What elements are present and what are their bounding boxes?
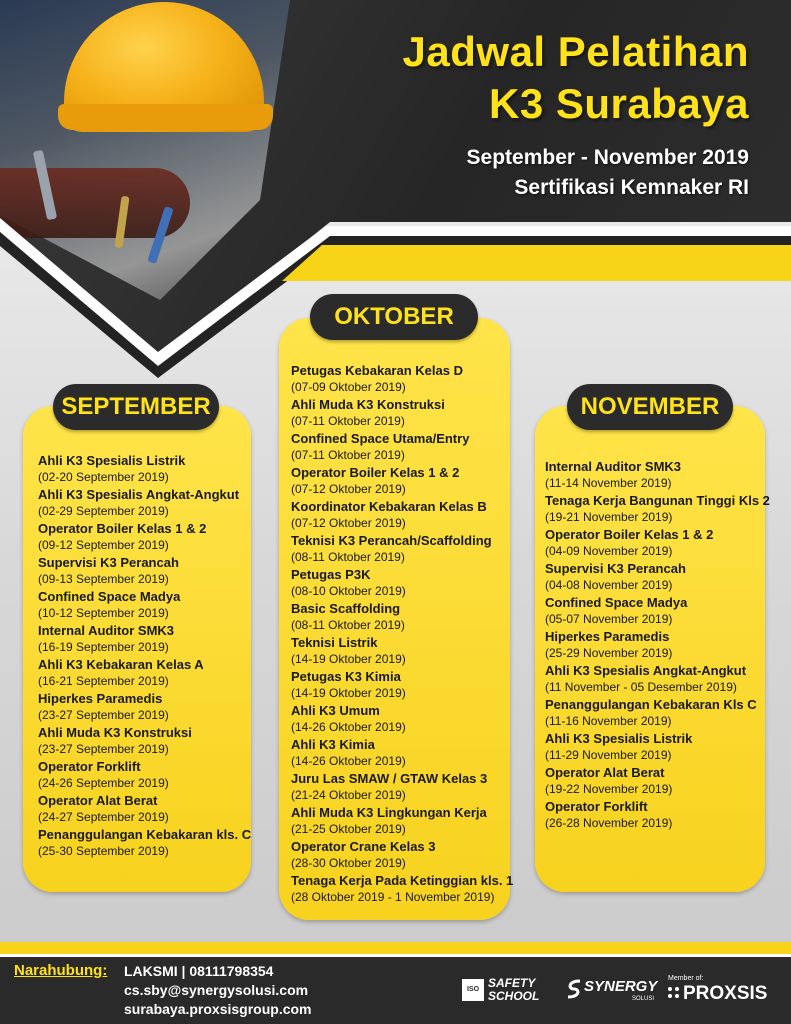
course-name: Koordinator Kebakaran Kelas B (291, 499, 487, 514)
course-name: Confined Space Utama/Entry (291, 431, 470, 446)
course-date: (07-11 Oktober 2019) (291, 448, 405, 462)
course-date: (05-07 November 2019) (545, 612, 673, 626)
schedule-item (38, 554, 251, 588)
subtitle-period: September - November 2019 (466, 146, 749, 169)
schedule-item (291, 362, 513, 396)
header-yellow-bar (282, 245, 791, 281)
schedule-item (545, 696, 770, 730)
course-name: Petugas Kebakaran Kelas D (291, 363, 463, 378)
course-date: (04-08 November 2019) (545, 578, 673, 592)
course-date: (23-27 September 2019) (38, 708, 169, 722)
schedule-item (545, 492, 770, 526)
contact-website: surabaya.proxsisgroup.com (124, 1001, 312, 1017)
course-name: Operator Boiler Kelas 1 & 2 (291, 465, 460, 480)
course-date: (23-27 September 2019) (38, 742, 169, 756)
subtitle-certification: Sertifikasi Kemnaker RI (514, 176, 749, 199)
course-name: Supervisi K3 Perancah (38, 555, 179, 570)
course-name: Tenaga Kerja Bangunan Tinggi Kls 2 (545, 493, 770, 508)
schedule-item (38, 656, 251, 690)
course-name: Teknisi K3 Perancah/Scaffolding (291, 533, 492, 548)
safety-school-bottom: SCHOOL (488, 989, 540, 1003)
course-date: (02-20 September 2019) (38, 470, 169, 484)
course-name: Hiperkes Paramedis (545, 629, 670, 644)
course-name: Confined Space Madya (545, 595, 688, 610)
course-date: (07-12 Oktober 2019) (291, 482, 406, 496)
schedule-item (291, 464, 513, 498)
september-list (38, 452, 251, 860)
course-date: (14-26 Oktober 2019) (291, 720, 406, 734)
schedule-item (545, 730, 770, 764)
contact-label: Narahubung: (14, 962, 108, 979)
course-date: (07-09 Oktober 2019) (291, 380, 406, 394)
proxsis-member-label: Member of: (668, 975, 704, 982)
schedule-item (545, 764, 770, 798)
course-name: Supervisi K3 Perancah (545, 561, 686, 576)
course-name: Ahli Muda K3 Konstruksi (38, 725, 192, 740)
course-date: (16-19 September 2019) (38, 640, 169, 654)
footer-yellow-line (0, 942, 791, 954)
course-date: (02-29 September 2019) (38, 504, 169, 518)
course-name: Penanggulangan Kebakaran Kls C (545, 697, 757, 712)
course-name: Confined Space Madya (38, 589, 181, 604)
course-date: (28 Oktober 2019 - 1 November 2019) (291, 890, 495, 904)
course-name: Petugas K3 Kimia (291, 669, 401, 684)
schedule-item (291, 872, 513, 906)
synergy-wordmark: SYNERGY (584, 978, 658, 995)
course-date: (07-12 Oktober 2019) (291, 516, 406, 530)
course-name: Ahli K3 Spesialis Listrik (38, 453, 186, 468)
safety-school-top: SAFETY (488, 976, 536, 990)
schedule-item (291, 804, 513, 838)
course-date: (25-30 September 2019) (38, 844, 169, 858)
course-date: (19-21 November 2019) (545, 510, 673, 524)
course-name: Ahli K3 Kimia (291, 737, 375, 752)
course-name: Internal Auditor SMK3 (545, 459, 682, 474)
schedule-item (38, 452, 251, 486)
course-name: Operator Boiler Kelas 1 & 2 (38, 521, 207, 536)
course-date: (11-16 November 2019) (545, 714, 672, 728)
course-name: Internal Auditor SMK3 (38, 623, 175, 638)
hard-hat-brim (58, 104, 273, 130)
course-date: (07-11 Oktober 2019) (291, 414, 405, 428)
course-date: (14-19 Oktober 2019) (291, 686, 406, 700)
schedule-item (38, 792, 251, 826)
course-date: (11-29 November 2019) (545, 748, 672, 762)
course-name: Tenaga Kerja Pada Ketinggian kls. 1 (291, 873, 514, 888)
schedule-item (38, 758, 251, 792)
course-name: Juru Las SMAW / GTAW Kelas 3 (291, 771, 488, 786)
schedule-item (291, 396, 513, 430)
course-date: (21-25 Oktober 2019) (291, 822, 406, 836)
schedule-item (291, 668, 513, 702)
schedule-item (38, 588, 251, 622)
course-name: Operator Forklift (38, 759, 141, 774)
course-name: Teknisi Listrik (291, 635, 378, 650)
course-date: (28-30 Oktober 2019) (291, 856, 406, 870)
course-name: Ahli K3 Spesialis Angkat-Angkut (545, 663, 747, 678)
proxsis-dots-icon (668, 987, 680, 999)
course-name: Ahli K3 Spesialis Listrik (545, 731, 693, 746)
course-name: Ahli Muda K3 Konstruksi (291, 397, 445, 412)
course-date: (19-22 November 2019) (545, 782, 673, 796)
schedule-item (291, 600, 513, 634)
schedule-item (38, 520, 251, 554)
course-name: Hiperkes Paramedis (38, 691, 163, 706)
schedule-item (291, 430, 513, 464)
course-date: (21-24 Oktober 2019) (291, 788, 406, 802)
schedule-item (545, 662, 770, 696)
schedule-item (291, 838, 513, 872)
schedule-item (38, 690, 251, 724)
course-name: Basic Scaffolding (291, 601, 401, 616)
iso-badge-icon: ISO (462, 979, 484, 1001)
schedule-item (291, 498, 513, 532)
schedule-item (545, 458, 770, 492)
course-name: Operator Alat Berat (38, 793, 158, 808)
synergy-subtext: SOLUSI (632, 996, 655, 1002)
course-date: (11 November - 05 Desember 2019) (545, 680, 737, 694)
november-heading: NOVEMBER (567, 384, 733, 430)
course-name: Operator Boiler Kelas 1 & 2 (545, 527, 714, 542)
schedule-item (38, 486, 251, 520)
schedule-item (38, 622, 251, 656)
contact-email: cs.sby@synergysolusi.com (124, 982, 309, 998)
schedule-item (545, 628, 770, 662)
course-date: (04-09 November 2019) (545, 544, 673, 558)
proxsis-wordmark: PROXSIS (683, 983, 768, 1004)
schedule-item (545, 594, 770, 628)
course-date: (10-12 September 2019) (38, 606, 169, 620)
november-list (545, 458, 770, 832)
course-date: (14-26 Oktober 2019) (291, 754, 406, 768)
contact-name-phone: LAKSMI | 08111798354 (124, 963, 274, 979)
schedule-item (545, 526, 770, 560)
course-name: Ahli K3 Spesialis Angkat-Angkut (38, 487, 240, 502)
course-name: Ahli Muda K3 Lingkungan Kerja (291, 805, 487, 820)
course-name: Operator Alat Berat (545, 765, 665, 780)
course-name: Ahli K3 Umum (291, 703, 380, 718)
schedule-item (291, 634, 513, 668)
page-title-line2: K3 Surabaya (489, 80, 749, 127)
schedule-item (291, 566, 513, 600)
schedule-item (291, 770, 513, 804)
course-date: (09-13 September 2019) (38, 572, 169, 586)
schedule-item (291, 702, 513, 736)
schedule-item (38, 826, 251, 860)
course-date: (24-26 September 2019) (38, 776, 169, 790)
september-heading: SEPTEMBER (53, 384, 219, 430)
course-name: Petugas P3K (291, 567, 371, 582)
course-date: (14-19 Oktober 2019) (291, 652, 406, 666)
course-date: (25-29 November 2019) (545, 646, 673, 660)
course-date: (08-11 Oktober 2019) (291, 618, 405, 632)
course-date: (09-12 September 2019) (38, 538, 169, 552)
course-name: Operator Forklift (545, 799, 648, 814)
course-date: (24-27 September 2019) (38, 810, 169, 824)
schedule-item (545, 560, 770, 594)
synergy-swoosh-icon (566, 978, 582, 1000)
page-title-line1: Jadwal Pelatihan (402, 28, 749, 75)
course-name: Operator Crane Kelas 3 (291, 839, 436, 854)
course-date: (08-10 Oktober 2019) (291, 584, 406, 598)
schedule-item (38, 724, 251, 758)
oktober-heading: OKTOBER (310, 294, 478, 340)
course-date: (11-14 November 2019) (545, 476, 672, 490)
oktober-list (291, 362, 513, 906)
course-name: Penanggulangan Kebakaran kls. C (38, 827, 252, 842)
course-name: Ahli K3 Kebakaran Kelas A (38, 657, 204, 672)
course-date: (16-21 September 2019) (38, 674, 169, 688)
course-date: (26-28 November 2019) (545, 816, 673, 830)
course-date: (08-11 Oktober 2019) (291, 550, 405, 564)
schedule-item (291, 736, 513, 770)
schedule-item (291, 532, 513, 566)
schedule-item (545, 798, 770, 832)
